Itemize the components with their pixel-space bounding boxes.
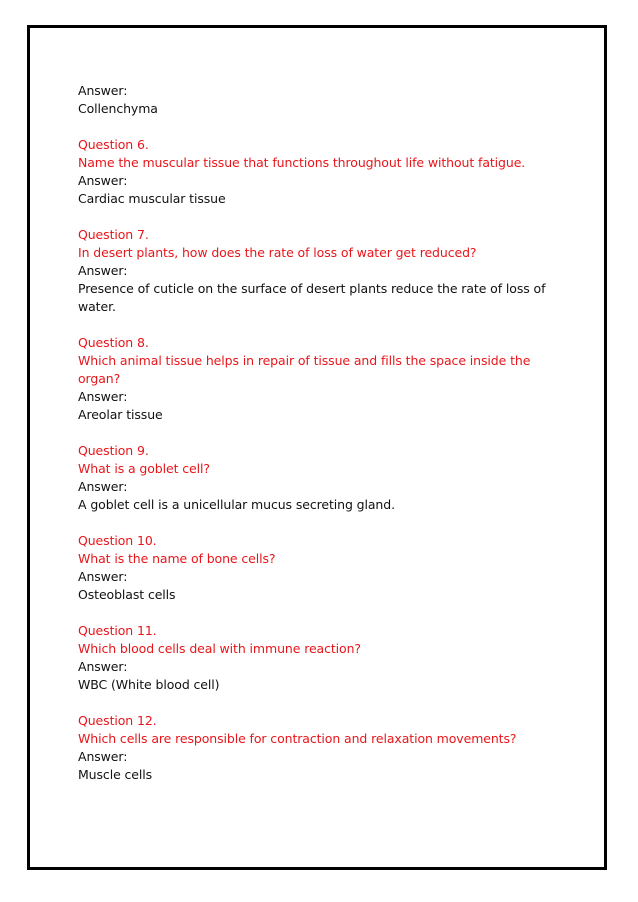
answer-text: Cardiac muscular tissue (78, 191, 226, 206)
answer-text: Osteoblast cells (78, 587, 176, 602)
intro-answer-block (78, 82, 558, 118)
question-number: Question 8. (78, 335, 149, 350)
question-block-10 (78, 532, 558, 604)
answer-text: Areolar tissue (78, 407, 163, 422)
document-content (78, 82, 558, 784)
answer-text: Muscle cells (78, 767, 153, 782)
question-block-8 (78, 334, 558, 424)
answer-label: Answer: (78, 749, 128, 764)
answer-label: Answer: (78, 569, 128, 584)
question-block-6 (78, 136, 558, 208)
question-number: Question 6. (78, 137, 149, 152)
question-text: Which blood cells deal with immune reaction? (78, 641, 361, 656)
answer-text: Collenchyma (78, 101, 158, 116)
answer-text: WBC (White blood cell) (78, 677, 220, 692)
question-number: Question 11. (78, 623, 157, 638)
question-block-11 (78, 622, 558, 694)
question-text: What is the name of bone cells? (78, 551, 276, 566)
question-block-9 (78, 442, 558, 514)
answer-label: Answer: (78, 479, 128, 494)
answer-label: Answer: (78, 659, 128, 674)
question-text: Which cells are responsible for contraction and relaxation movements? (78, 731, 517, 746)
answer-label: Answer: (78, 83, 128, 98)
answer-label: Answer: (78, 263, 128, 278)
answer-label: Answer: (78, 173, 128, 188)
question-block-7 (78, 226, 558, 316)
answer-text: A goblet cell is a unicellular mucus secreting gland. (78, 497, 395, 512)
question-number: Question 7. (78, 227, 149, 242)
question-number: Question 12. (78, 713, 157, 728)
question-block-12 (78, 712, 558, 784)
question-text: Name the muscular tissue that functions throughout life without fatigue. (78, 155, 526, 170)
answer-label: Answer: (78, 389, 128, 404)
question-number: Question 9. (78, 443, 149, 458)
answer-text: Presence of cuticle on the surface of desert plants reduce the rate of loss of water. (78, 281, 546, 314)
question-text: Which animal tissue helps in repair of tissue and fills the space inside the organ? (78, 353, 531, 386)
question-text: What is a goblet cell? (78, 461, 210, 476)
question-number: Question 10. (78, 533, 157, 548)
question-text: In desert plants, how does the rate of loss of water get reduced? (78, 245, 477, 260)
